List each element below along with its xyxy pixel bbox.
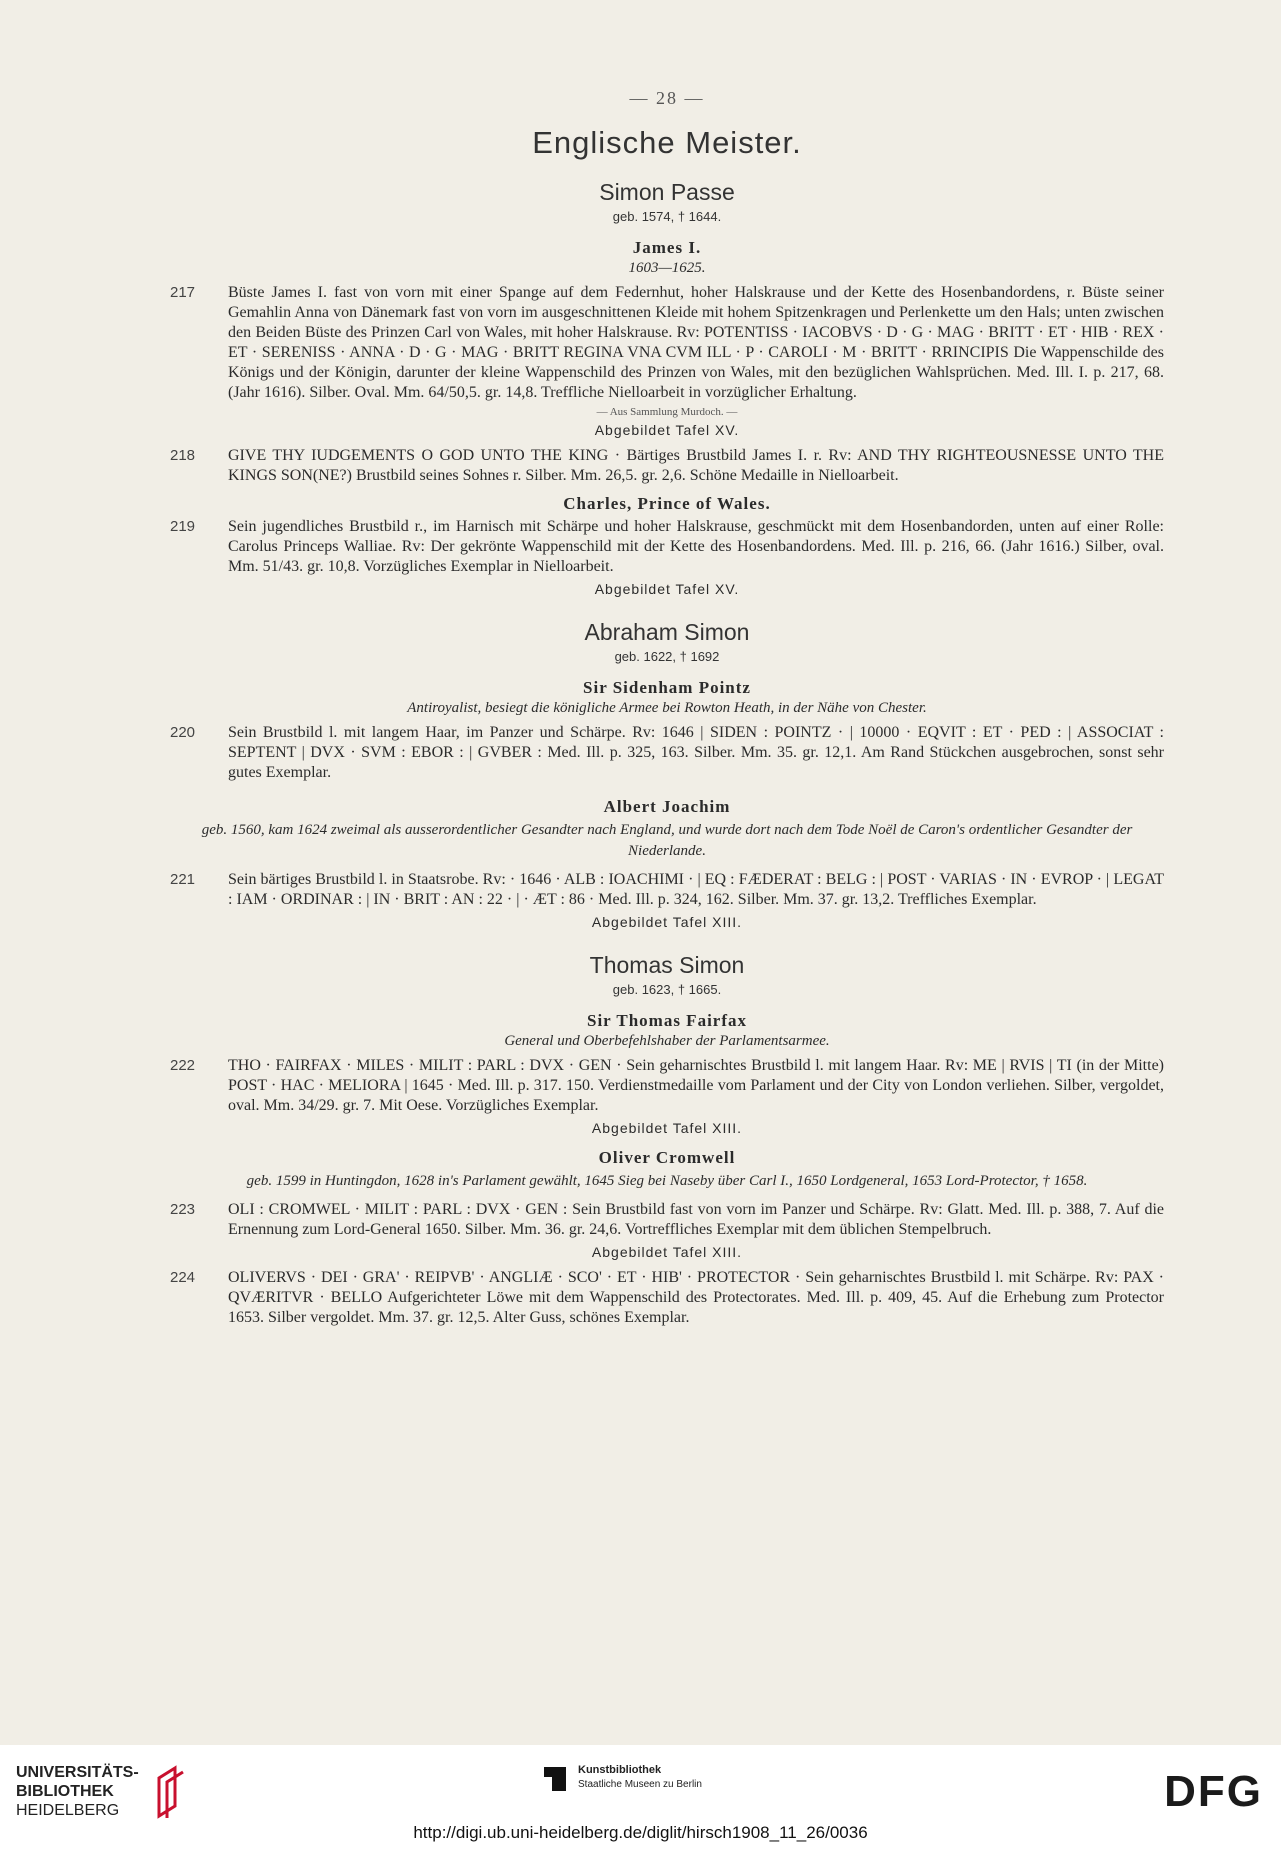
artist-heading: Thomas Simon bbox=[589, 952, 745, 978]
ub-line3: HEIDELBERG bbox=[16, 1802, 120, 1819]
catalog-entry bbox=[170, 723, 1164, 783]
entry-text: Sein bärtiges Brustbild l. in Staatsrobe. Rv: · 1646 · ALB : IOACHIMI · | EQ : FÆDERAT : BELG : | POST · VARIAS · IN · EVROP · | LEGAT : IAM · ORDINAR : | IN · BRIT : AN : 22 · | · ÆT : 86 · Med. Ill. p. 324, 162. Silber. Mm. 37. gr. 13,2. Treffliches Exemplar. bbox=[228, 871, 1164, 908]
plate-reference: Abgebildet Tafel XIII. bbox=[591, 1244, 743, 1260]
plate-reference: Abgebildet Tafel XV. bbox=[594, 581, 740, 597]
artist-dates: geb. 1623, † 1665. bbox=[612, 982, 722, 997]
viewer-footer bbox=[0, 1745, 1281, 1849]
ub-emblem-icon bbox=[145, 1764, 191, 1820]
kb-line1: Kunstbibliothek bbox=[578, 1764, 662, 1776]
entry-text: Büste James I. fast von vorn mit einer Spange auf dem Federnhut, hoher Halskrause und der Kette des Hosenbandordens, r. Büste seiner Gemahlin Anna von Dänemark fast von vorn im ausgeschnittenen Kleide mit hohem Spitzenkragen und Perlenkette um den Hals; unten zwischen den Beiden Büste des Prinzen Carl von Wales, mit hoher Halskrause. Rv: POTENTISS · IACOBVS · D · G · MAG · BRITT · ET · HIB · REX · ET · SERENISS · ANNA · D · G · MAG · BRITT REGINA VNA CVM ILL · P · CAROLI · M · BRITT · RRINCIPIS Die Wappenschilde des Königs und der Königin, darunter der kleine Wappenschild des Prinzen von Wales, mit den bezüglichen Wahlsprüchen. Med. Ill. I. p. 217, 68. (Jahr 1616). Silber. Oval. Mm. 64/50,5. gr. 14,8. Treffliche Nielloarbeit in vorzüglicher Erhaltung. bbox=[228, 284, 1164, 401]
ub-line1: UNIVERSITÄTS- bbox=[16, 1764, 139, 1781]
artist-dates: geb. 1622, † 1692 bbox=[614, 649, 720, 664]
entry-text: Sein jugendliches Brustbild r., im Harnisch mit Schärpe und hoher Halskrause, geschmückt mit dem Hosenbandorden, unten auf einer Rolle: Carolus Princeps Walliae. Rv: Der gekrönte Wappenschild mit der Kette des Hosenbandordens. Med. Ill. p. 216, 66. (Jahr 1616.) Silber, oval. Mm. 51/43. gr. 10,8. Vorzügliches Exemplar in Nielloarbeit. bbox=[228, 518, 1164, 575]
catalog-entry bbox=[170, 1200, 1164, 1240]
subject-biography: geb. 1560, kam 1624 zweimal als ausserordentlicher Gesandter nach England, und wurde dort nach dem Tode Noël de Caron's ordentlicher Gesandter der Niederlande. bbox=[201, 822, 1133, 859]
plate-reference: Abgebildet Tafel XV. bbox=[594, 422, 740, 438]
entry-number: 224 bbox=[170, 1269, 196, 1286]
catalog-entry bbox=[170, 1268, 1164, 1328]
page-number: — 28 — bbox=[629, 88, 705, 108]
page-url[interactable]: http://digi.ub.uni-heidelberg.de/diglit/hirsch1908_11_26/0036 bbox=[413, 1823, 868, 1842]
entry-number: 223 bbox=[170, 1201, 196, 1218]
entry-text: THO · FAIRFAX · MILES · MILIT : PARL : DVX · GEN · Sein geharnischtes Brustbild l. mit langem Haar. Rv: ME | RVIS | TI (in der Mitte) POST · HAC · MELIORA | 1645 · Med. Ill. p. 317. 150. Verdienstmedaille vom Parlament und der City von London verliehen. Silber, vergoldet, oval. Mm. 34/29. gr. 7. Mit Oese. Vorzügliches Exemplar. bbox=[228, 1057, 1164, 1114]
plate-reference: Abgebildet Tafel XIII. bbox=[591, 914, 743, 930]
plate-reference: Abgebildet Tafel XIII. bbox=[591, 1120, 743, 1136]
provenance-note: — Aus Sammlung Murdoch. — bbox=[596, 406, 738, 418]
kb-line2: Staatliche Museen zu Berlin bbox=[578, 1779, 702, 1790]
entry-number: 217 bbox=[170, 284, 196, 301]
catalog-entry bbox=[170, 1056, 1164, 1116]
subject-heading: Albert Joachim bbox=[603, 797, 731, 816]
ub-heidelberg-logo[interactable] bbox=[16, 1763, 191, 1820]
artist-heading: Abraham Simon bbox=[584, 619, 750, 645]
kb-emblem-icon bbox=[544, 1763, 570, 1793]
entry-text: GIVE THY IUDGEMENTS O GOD UNTO THE KING · Bärtiges Brustbild James I. r. Rv: AND THY RIGHTEOUSNESSE UNTO THE KINGS SON(NE?) Brustbild seines Sohnes r. Silber. Mm. 26,5. gr. 2,6. Schöne Medaille in Nielloarbeit. bbox=[228, 447, 1164, 484]
artist-dates: geb. 1574, † 1644. bbox=[612, 209, 722, 224]
main-title: Englische Meister. bbox=[532, 125, 802, 160]
entry-text: OLI : CROMWEL · MILIT : PARL : DVX · GEN : Sein Brustbild fast von vorn im Panzer und Schärpe. Rv: Glatt. Med. Ill. p. 388, 7. Auf die Ernennung zum Lord-General 1650. Silber. Mm. 36. gr. 24,6. Vortreffliches Exemplar mit dem üblichen Stempelbruch. bbox=[228, 1201, 1164, 1238]
entry-number: 220 bbox=[170, 724, 196, 741]
dfg-logo[interactable]: DFG bbox=[1164, 1767, 1263, 1816]
entry-text: Sein Brustbild l. mit langem Haar, im Panzer und Schärpe. Rv: 1646 | SIDEN : POINTZ · | 10000 · EQVIT : ET · PED : | ASSOCIAT : SEPTENT | DVX · SVM : EBOR : | GVBER : Med. Ill. p. 325, 163. Silber. Mm. 35. gr. 12,1. Am Rand Stückchen ausgebrochen, sonst sehr gutes Exemplar. bbox=[228, 724, 1164, 781]
catalog-entry bbox=[170, 283, 1164, 403]
subject-heading: Sir Thomas Fairfax bbox=[587, 1011, 747, 1030]
subject-description: Antiroyalist, besiegt die königliche Armee bei Rowton Heath, in der Nähe von Chester. bbox=[407, 700, 927, 716]
subject-description: General und Oberbefehlshaber der Parlamentsarmee. bbox=[504, 1033, 830, 1049]
catalog-entry bbox=[170, 446, 1164, 486]
subject-heading: James I. bbox=[632, 238, 702, 257]
entry-text: OLIVERVS · DEI · GRA' · REIPVB' · ANGLIÆ · SCO' · ET · HIB' · PROTECTOR · Sein geharnischtes Brustbild l. mit Schärpe. Rv: PAX · QVÆRITVR · BELLO Aufgerichteter Löwe mit dem Wappenschild des Protectorates. Med. Ill. p. 409, 45. Auf die Erhebung zum Protector 1653. Silber vergoldet. Mm. 37. gr. 12,5. Alter Guss, schönes Exemplar. bbox=[228, 1269, 1164, 1326]
artist-heading: Simon Passe bbox=[599, 179, 735, 205]
page-content bbox=[170, 88, 1164, 1331]
subject-heading: Oliver Cromwell bbox=[598, 1148, 736, 1167]
entry-number: 219 bbox=[170, 518, 196, 535]
kunstbibliothek-logo[interactable] bbox=[544, 1763, 702, 1793]
subject-biography: geb. 1599 in Huntingdon, 1628 in's Parlament gewählt, 1645 Sieg bei Naseby über Carl I., 1650 Lordgeneral, 1653 Lord-Protector, † 1658. bbox=[246, 1173, 1088, 1189]
ub-line2: BIBLIOTHEK bbox=[16, 1783, 114, 1800]
entry-number: 218 bbox=[170, 447, 196, 464]
entry-number: 221 bbox=[170, 871, 196, 888]
catalog-entry bbox=[170, 517, 1164, 577]
catalog-entry bbox=[170, 870, 1164, 910]
subject-years: 1603—1625. bbox=[628, 260, 706, 276]
subject-heading: Sir Sidenham Pointz bbox=[583, 678, 751, 697]
subject-heading: Charles, Prince of Wales. bbox=[563, 494, 771, 513]
entry-number: 222 bbox=[170, 1057, 196, 1074]
